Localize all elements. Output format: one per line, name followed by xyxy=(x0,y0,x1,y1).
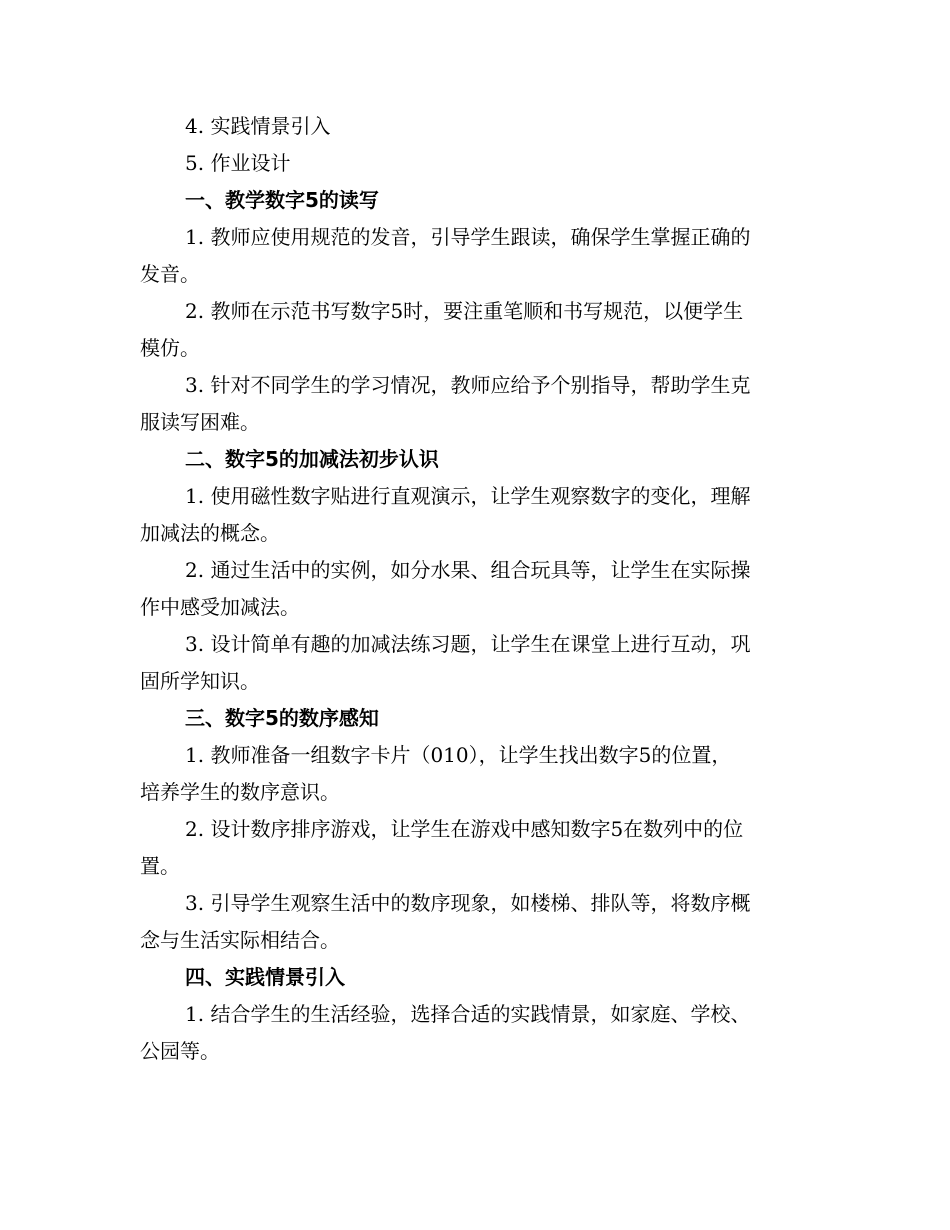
section-heading-4: 四、实践情景引入 xyxy=(185,965,345,989)
section-heading-1: 一、教学数字5的读写 xyxy=(185,188,379,212)
section-heading-2: 二、数字5的加减法初步认识 xyxy=(185,447,439,471)
paragraph-line: 固所学知识。 xyxy=(140,669,260,693)
paragraph-line: 念与生活实际相结合。 xyxy=(140,928,340,952)
paragraph-line: 加减法的概念。 xyxy=(140,521,280,545)
paragraph-line: 3. 针对不同学生的学习情况，教师应给予个别指导，帮助学生克 xyxy=(185,373,751,397)
paragraph-line: 1. 教师应使用规范的发音，引导学生跟读，确保学生掌握正确的 xyxy=(185,225,751,249)
outline-item-5: 5. 作业设计 xyxy=(185,151,291,175)
paragraph-line: 置。 xyxy=(140,854,180,878)
paragraph-line: 作中感受加减法。 xyxy=(140,595,300,619)
paragraph-line: 2. 通过生活中的实例，如分水果、组合玩具等，让学生在实际操 xyxy=(185,558,751,582)
paragraph-line: 1. 教师准备一组数字卡片（010），让学生找出数字5的位置， xyxy=(185,743,732,767)
document-body xyxy=(140,108,805,1070)
paragraph-line: 服读写困难。 xyxy=(140,410,260,434)
paragraph-line: 模仿。 xyxy=(140,336,200,360)
outline-item-4: 4. 实践情景引入 xyxy=(185,114,331,138)
paragraph-line: 公园等。 xyxy=(140,1039,220,1063)
paragraph-line: 2. 设计数序排序游戏，让学生在游戏中感知数字5在数列中的位 xyxy=(185,817,744,841)
paragraph-line: 3. 引导学生观察生活中的数序现象，如楼梯、排队等，将数序概 xyxy=(185,891,751,915)
section-heading-3: 三、数字5的数序感知 xyxy=(185,706,379,730)
paragraph-line: 2. 教师在示范书写数字5时，要注重笔顺和书写规范，以便学生 xyxy=(185,299,744,323)
paragraph-line: 1. 结合学生的生活经验，选择合适的实践情景，如家庭、学校、 xyxy=(185,1002,751,1026)
paragraph-line: 培养学生的数序意识。 xyxy=(140,780,340,804)
paragraph-line: 发音。 xyxy=(140,262,200,286)
paragraph-line: 1. 使用磁性数字贴进行直观演示，让学生观察数字的变化，理解 xyxy=(185,484,751,508)
paragraph-line: 3. 设计简单有趣的加减法练习题，让学生在课堂上进行互动，巩 xyxy=(185,632,751,656)
